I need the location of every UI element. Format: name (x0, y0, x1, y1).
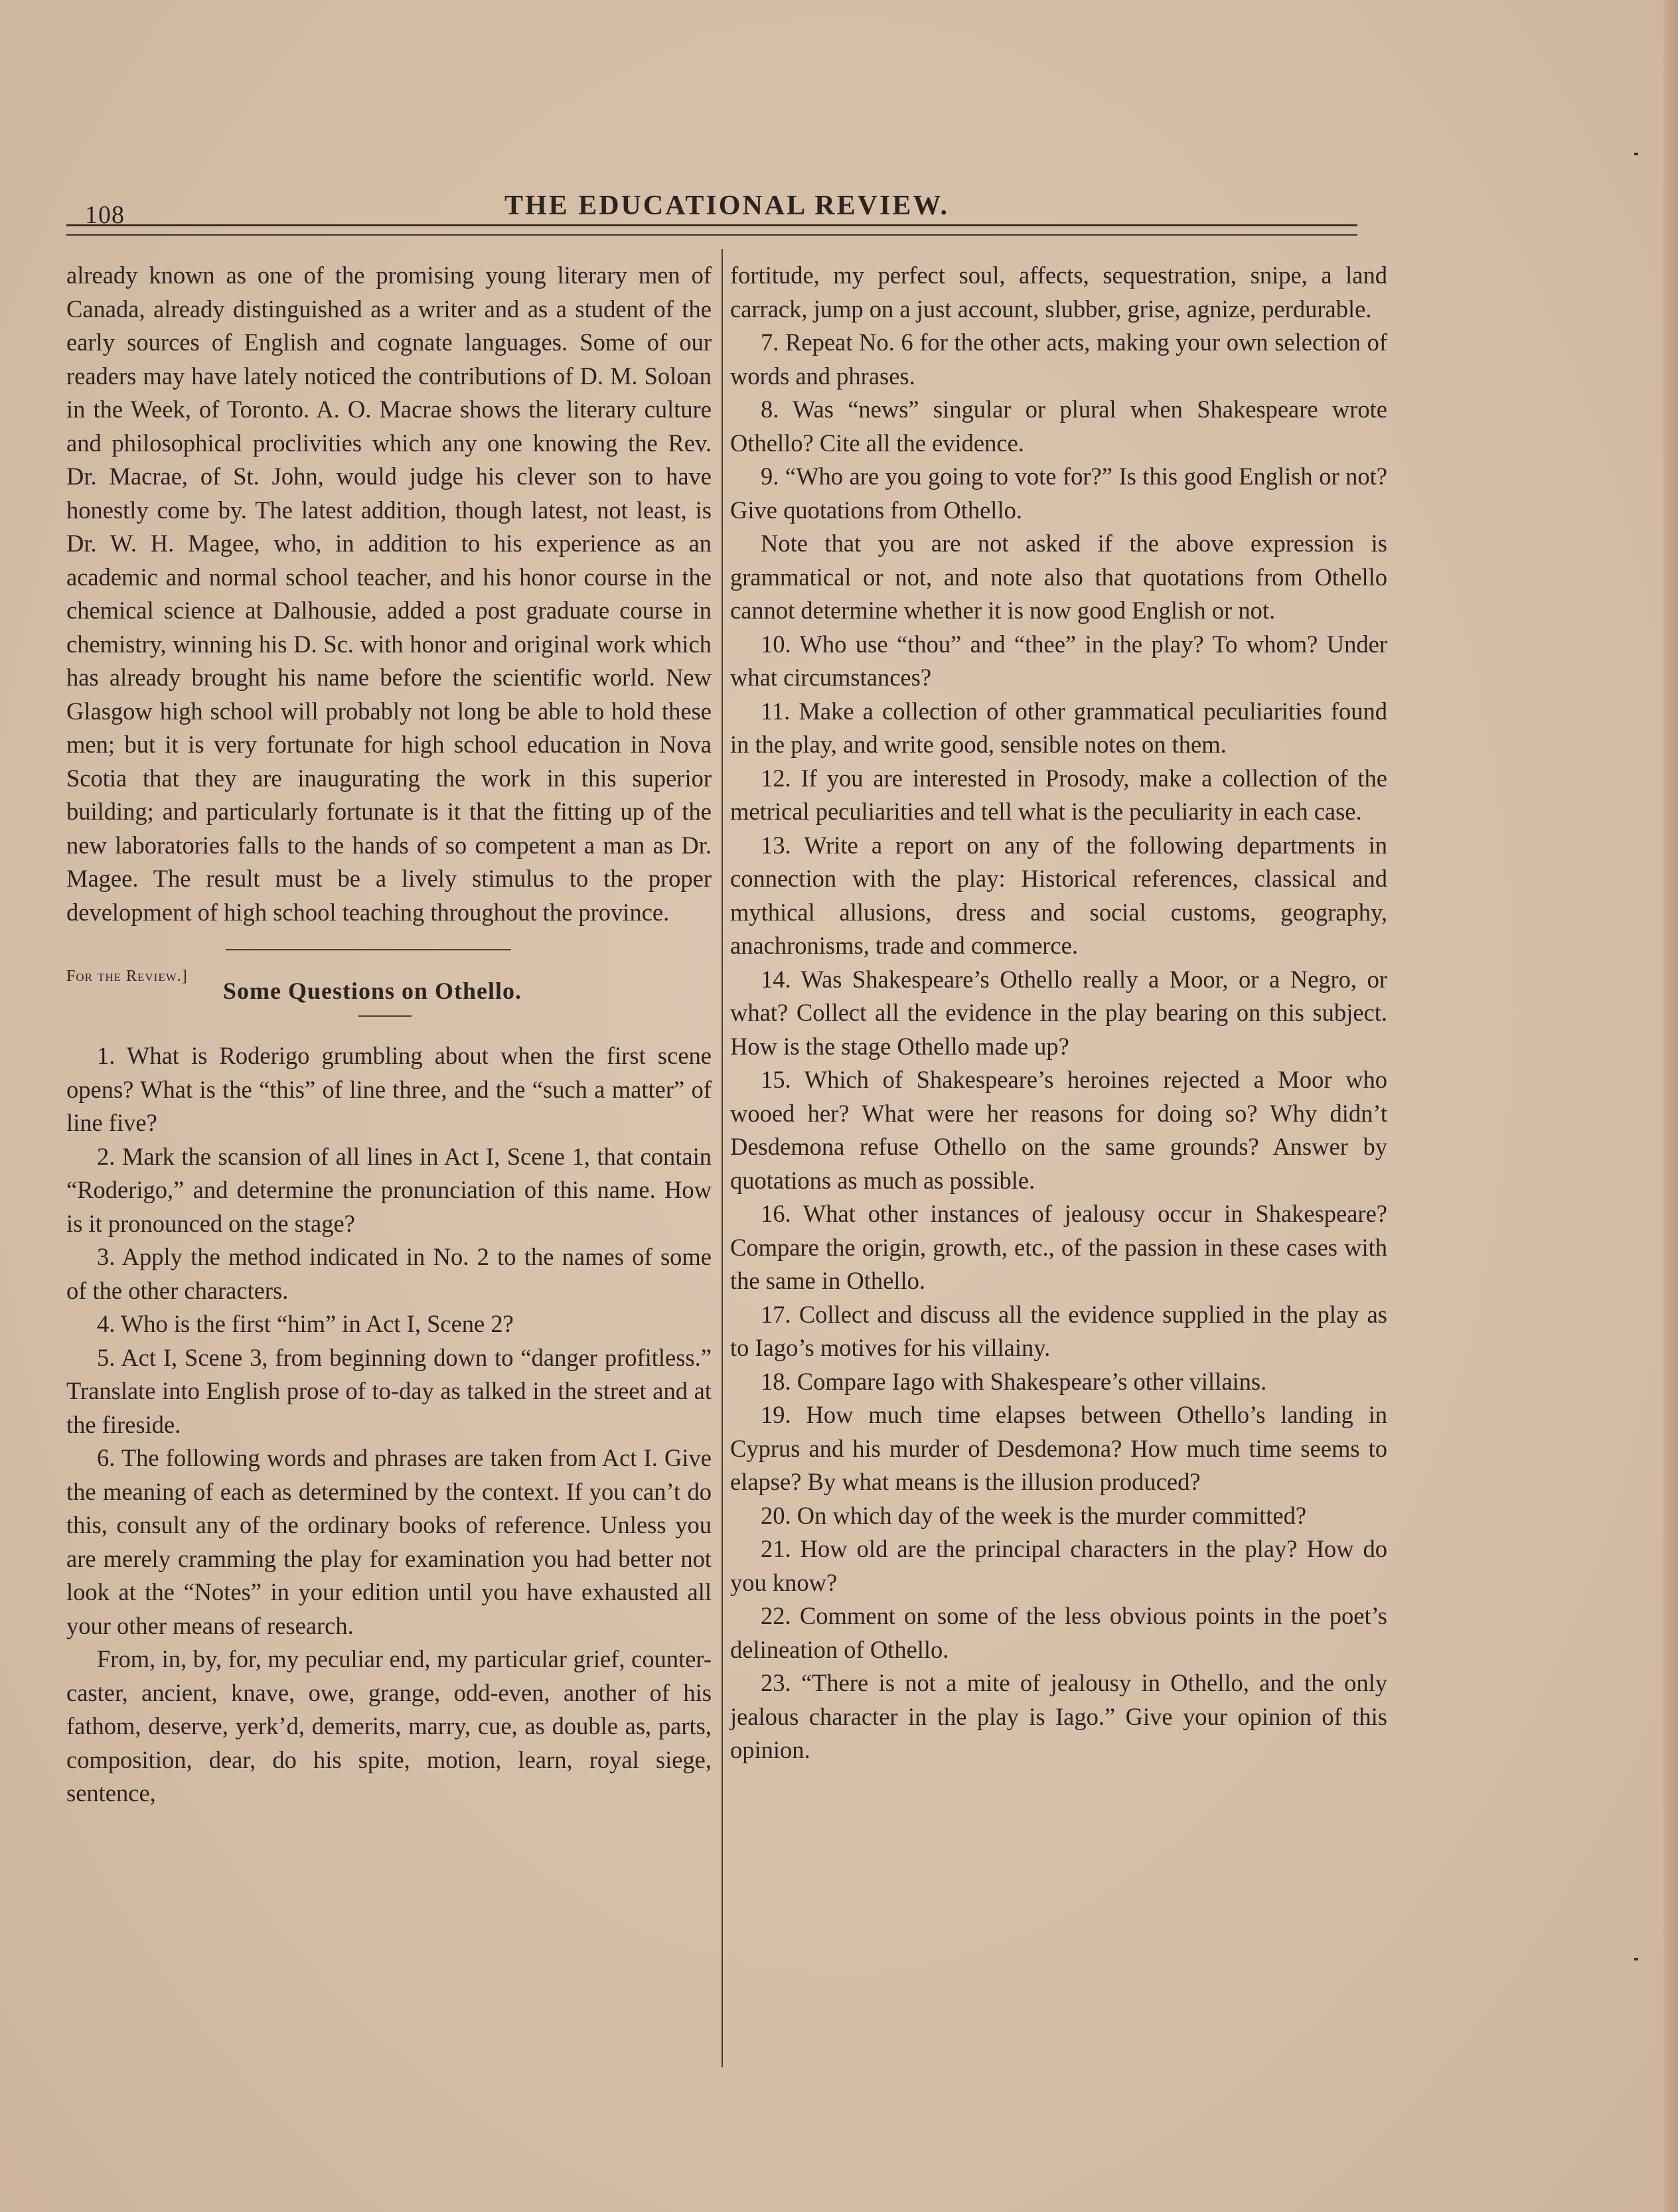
word-list-end: fortitude, my perfect soul, affects, sequestration, snipe, a land carrack, jump on a just account, slubber, grise, agnize, perdurable. (730, 261, 1387, 323)
question-4: 4. Who is the first “him” in Act I, Scene 2? (97, 1310, 514, 1337)
question-17: 17. Collect and discuss all the evidence supplied in the play as to Iago’s motives for his villainy. (730, 1300, 1387, 1361)
running-head: THE EDUCATIONAL REVIEW. (504, 190, 949, 221)
question-18: 18. Compare Iago with Shakespeare’s other villains. (761, 1367, 1267, 1395)
question-19: 19. How much time elapses between Othello’s landing in Cyprus and his murder of Desdemona? How much time seems to elapse? By what means is the illusion produced? (730, 1401, 1387, 1495)
question-9: 9. “Who are you going to vote for?” Is this good English or not? Give quotations from Othello. (730, 463, 1387, 524)
word-list-start: From, in, by, for, my peculiar end, my particular grief, counter-caster, ancient, knave, owe, grange, odd-even, another of his fathom, deserve, yerk’d, demerits, marry, cue, as double as, parts, composition, dear, do his spite, motion, learn, royal siege, sentence, (66, 1645, 712, 1806)
title-divider (358, 1015, 412, 1017)
page-number: 108 (85, 201, 125, 229)
article-heading (66, 960, 712, 1006)
question-13: 13. Write a report on any of the following departments in connection with the play: Historical references, classical and mythical allusions, dress and social customs, geography, anachronisms, trade and commerce. (730, 831, 1387, 959)
question-23: 23. “There is not a mite of jealousy in Othello, and the only jealous character in the play is Iago.” Give your opinion of this opinion. (730, 1669, 1387, 1763)
right-column (730, 259, 1387, 1767)
question-15: 15. Which of Shakespeare’s heroines rejected a Moor who wooed her? What were her reasons for doing so? Why didn’t Desdemona refuse Othello on the same grounds? Answer by quotations as much as possible. (730, 1066, 1387, 1194)
intro-paragraph: already known as one of the promising young literary men of Canada, already distinguished as a writer and as a student of the early sources of English and cognate languages. Some of our readers may have lately noticed the contributions of D. M. Soloan in the Week, of Toronto. A. O. Macrae shows the literary culture and philosophical proclivities which any one knowing the Rev. Dr. Macrae, of St. John, would judge his clever son to have honestly come by. The latest addition, though latest, not least, is Dr. W. H. Magee, who, in addition to his experience as an academic and normal school teacher, and his honor course in the chemical science at Dalhousie, added a post graduate course in chemistry, winning his D. Sc. with honor and original work which has already brought his name before the scientific world. New Glasgow high school will probably not long be able to hold these men; but it is very fortunate for high school education in Nova Scotia that they are inaugurating the work in this superior building; and particularly fortunate is it that the fitting up of the new laboratories falls to the hands of so competent a man as Dr. Magee. The result must be a lively stimulus to the proper development of high school teaching throughout the province. (66, 261, 712, 926)
question-10: 10. Who use “thou” and “thee” in the play? To whom? Under what circumstances? (730, 630, 1387, 691)
question-21: 21. How old are the principal characters in the play? How do you know? (730, 1535, 1387, 1596)
section-divider (226, 949, 511, 950)
question-8: 8. Was “news” singular or plural when Shakespeare wrote Othello? Cite all the evidence. (730, 396, 1387, 457)
left-column (66, 259, 712, 1810)
margin-mark (1634, 153, 1638, 155)
question-14: 14. Was Shakespeare’s Othello really a Moor, or a Negro, or what? Collect all the evidence in the play bearing on this subject. How is the stage Othello made up? (730, 965, 1387, 1060)
question-11: 11. Make a collection of other grammatical peculiarities found in the play, and write good, sensible notes on them. (730, 697, 1387, 758)
question-20: 20. On which day of the week is the murder committed? (761, 1501, 1307, 1529)
column-divider (722, 249, 723, 2067)
question-2: 2. Mark the scansion of all lines in Act I, Scene 1, that contain “Roderigo,” and determine the pronunciation of this name. How is it pronounced on the stage? (66, 1142, 712, 1237)
question-5: 5. Act I, Scene 3, from beginning down to “danger profitless.” Translate into English prose of to-day as talked in the street and at the fireside. (66, 1343, 712, 1438)
question-1: 1. What is Roderigo grumbling about when the first scene opens? What is the “this” of line three, and the “such a matter” of line five? (66, 1042, 712, 1136)
margin-mark (1634, 1958, 1638, 1960)
question-16: 16. What other instances of jealousy occur in Shakespeare? Compare the origin, growth, etc., of the passion in these cases with the same in Othello. (730, 1200, 1387, 1294)
question-6: 6. The following words and phrases are taken from Act I. Give the meaning of each as determined by the context. If you can’t do this, consult any of the ordinary books of reference. Unless you are merely cramming the play for examination you had better not look at the “Notes” in your edition until you have exhausted all your other means of research. (66, 1444, 712, 1639)
page-edge (1663, 0, 1678, 2212)
question-12: 12. If you are interested in Prosody, make a collection of the metrical peculiarities and tell what is the peculiarity in each case. (730, 764, 1387, 825)
question-3: 3. Apply the method indicated in No. 2 to the names of some of the other characters. (66, 1243, 712, 1304)
note-paragraph: Note that you are not asked if the above expression is grammatical or not, and note also that quotations from Othello cannot determine whether it is now good English or not. (730, 530, 1387, 624)
for-review-label: For the Review.] (66, 968, 188, 985)
article-title: Some Questions on Othello. (223, 978, 522, 1004)
header-rule (66, 224, 1357, 236)
question-22: 22. Comment on some of the less obvious points in the poet’s delineation of Othello. (730, 1602, 1387, 1663)
question-7: 7. Repeat No. 6 for the other acts, making your own selection of words and phrases. (730, 329, 1387, 390)
